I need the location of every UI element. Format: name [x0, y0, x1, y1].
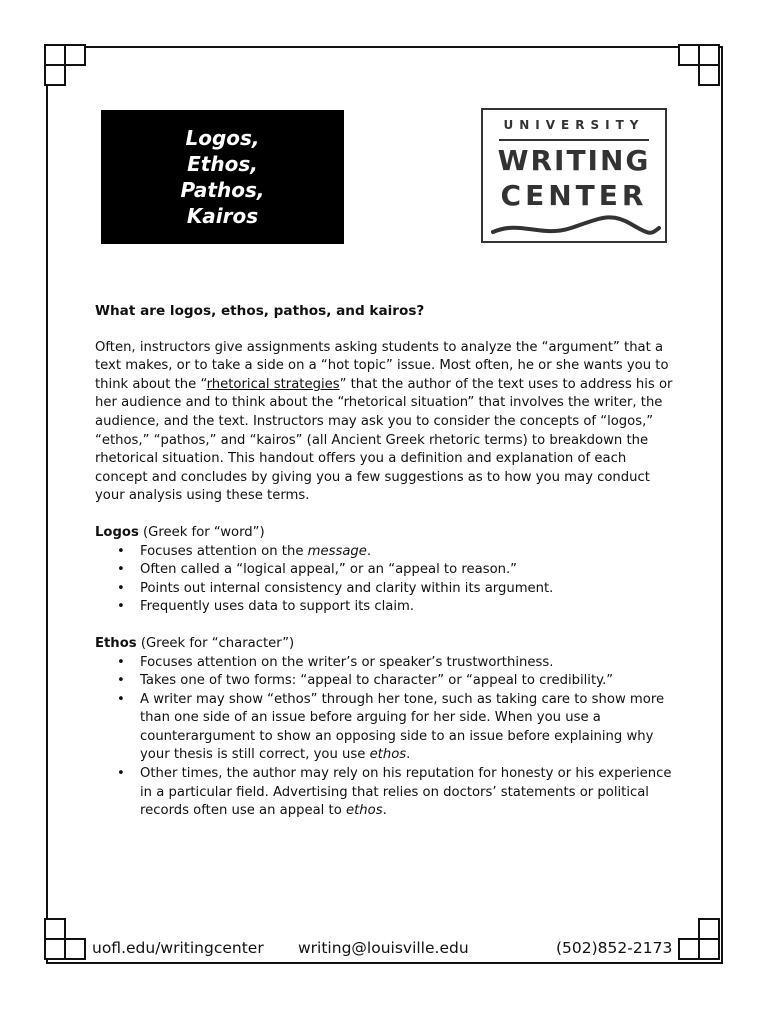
logos-heading [95, 524, 675, 543]
item-text: . [406, 747, 411, 763]
item-text: Often called a “logical appeal,” or an “appeal to reason.” [140, 562, 518, 578]
bullet-icon: • [117, 691, 125, 707]
title-box [101, 110, 344, 244]
logos-gloss: (Greek for “word”) [138, 524, 265, 540]
item-text: Points out internal consistency and clarity within its argument. [140, 580, 554, 596]
logo-wave-icon [491, 210, 661, 240]
ethos-term: Ethos [95, 635, 137, 651]
item-text: . [382, 803, 387, 819]
item-text: Focuses attention on the writer’s or speaker’s trustworthiness. [140, 654, 554, 670]
ethos-gloss: (Greek for “character”) [136, 635, 295, 651]
item-emphasis: ethos [345, 803, 383, 819]
logos-list [117, 543, 675, 617]
bullet-icon: • [117, 599, 125, 615]
item-text: A writer may show “ethos” through her tone, such as taking care to show more than one side of an issue before arguing for her side. When you use a counterargument to show an opposing side to an issue before explaining why your thesis is still correct, you use [140, 691, 665, 763]
item-emphasis: ethos [369, 747, 407, 763]
logo-rule [499, 139, 649, 141]
logo-center-text: CENTER [500, 179, 648, 212]
bullet-icon: • [117, 654, 125, 670]
item-text: Other times, the author may rely on his reputation for honesty or his experience in a particular field. Advertising that relies on doctors’ statements or political records often use an appeal to [140, 766, 672, 819]
list-item [117, 672, 675, 691]
title-line: Pathos, [180, 178, 265, 202]
corner-ornament-bottom-right [678, 918, 724, 964]
item-text: . [366, 543, 372, 559]
item-text: Takes one of two forms: “appeal to character” or “appeal to credibility.” [140, 673, 614, 689]
footer-email[interactable]: writing@louisville.edu [298, 939, 469, 957]
bullet-icon: • [117, 543, 125, 559]
intro-text-2: ” that the author of the text uses to address his or her audience and to think about the “rhetorical situation” that involves the writer, the audience, and the text. Instructors may ask you to consider the concepts of “logos,” “ethos,” “pathos,” and “kairos” (all Ancient Greek rhetoric terms) to breakdown the rhetorical situation. This handout offers you a definition and explanation of each concept and concludes by giving you a few suggestions as to how you may conduct your analysis using these terms. [95, 376, 673, 504]
list-item [117, 543, 675, 562]
list-item [117, 654, 675, 673]
list-item [117, 691, 675, 765]
corner-ornament-top-right [678, 44, 724, 90]
writing-center-logo [481, 108, 667, 243]
corner-ornament-top-left [44, 44, 90, 90]
item-emphasis: message [307, 543, 367, 559]
bullet-icon: • [117, 673, 125, 689]
logo-university-text: UNIVERSITY [503, 118, 645, 132]
ethos-list [117, 654, 675, 821]
logo-writing-text: WRITING [497, 144, 651, 177]
logos-term: Logos [95, 524, 139, 540]
item-text: Focuses attention on the [140, 543, 308, 559]
ethos-heading [95, 635, 675, 654]
bullet-icon: • [117, 562, 125, 578]
list-item [117, 580, 675, 599]
title-line: Kairos [186, 204, 259, 228]
footer-website[interactable]: uofl.edu/writingcenter [92, 939, 264, 957]
list-item [117, 561, 675, 580]
footer-phone: (502)852-2173 [556, 939, 673, 957]
corner-ornament-bottom-left [44, 918, 90, 964]
list-item [117, 598, 675, 617]
intro-paragraph [95, 339, 675, 506]
list-item [117, 765, 675, 821]
bullet-icon: • [117, 580, 125, 596]
section-question-heading: What are logos, ethos, pathos, and kairos? [95, 303, 425, 319]
title-line: Logos, [185, 126, 260, 150]
title-line: Ethos, [187, 152, 258, 176]
bullet-icon: • [117, 766, 125, 782]
intro-text-1: Often, instructors give assignments asking students to analyze the “argument” that a text makes, or to take a side on a “hot topic” issue. Most often, he or she wants you to think about the “ [95, 339, 669, 392]
handout-body [95, 302, 675, 821]
rhetorical-strategies-link[interactable]: rhetorical strategies [206, 376, 340, 392]
item-text: Frequently uses data to support its claim. [140, 599, 415, 615]
